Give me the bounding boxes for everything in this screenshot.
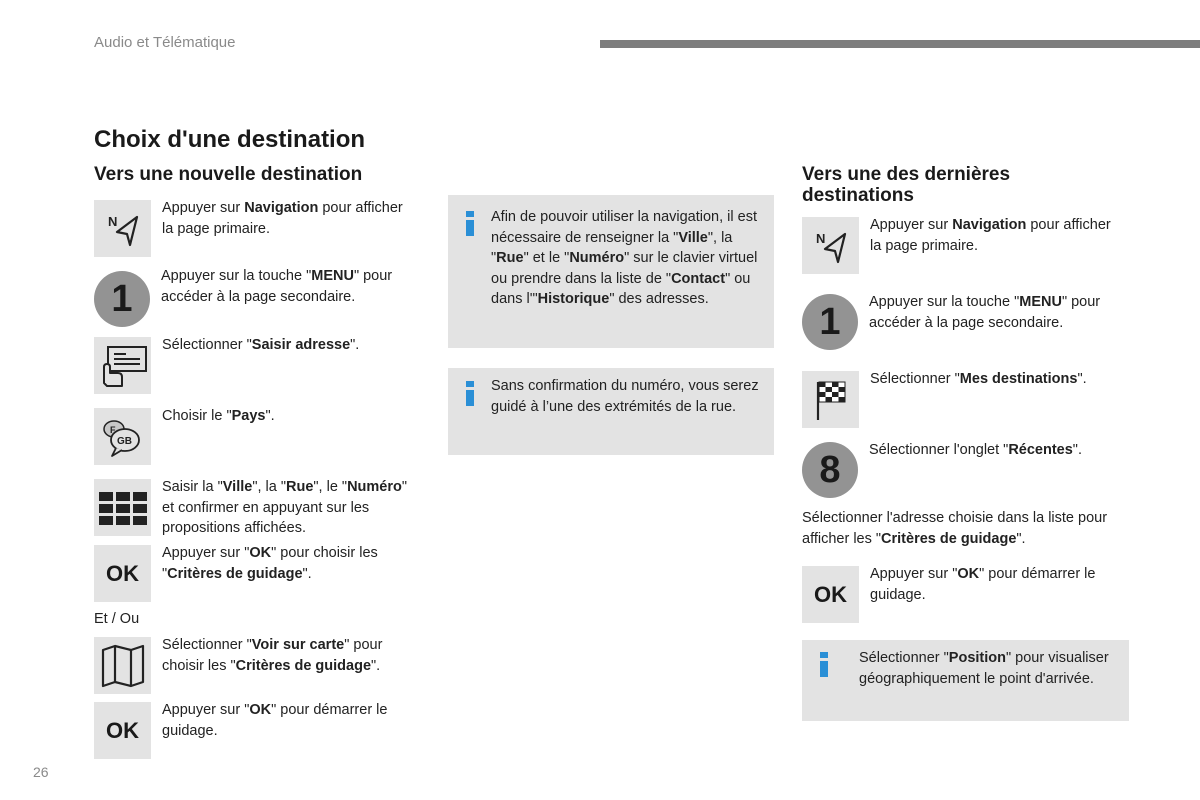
map-icon [94,637,151,694]
step-text: Appuyer sur "OK" pour choisir les "Critères de guidage". [162,545,378,582]
ok-icon [802,566,859,623]
info-box-3 [802,640,1129,721]
or-text: Et / Ou [94,611,140,627]
info-text: Sans confirmation du numéro, vous serez guidé à l’une des extrémités de la rue. [491,378,759,415]
ok-icon [94,545,151,602]
info-text: Sélectionner "Position" pour visualiser géographiquement le point d'arrivée. [859,650,1109,687]
right-step-2 [802,294,1121,350]
step-text: Appuyer sur "OK" pour démarrer le guidage. [870,566,1096,603]
ok-icon [94,702,151,759]
info-icon [466,211,474,236]
number-circle: 1 [802,294,858,350]
keyboard-icon [94,479,151,536]
select-address-text: Sélectionner l'adresse choisie dans la liste pour afficher les "Critères de guidage". [802,510,1108,547]
svg-text:N: N [815,230,825,246]
info-icon [466,381,474,406]
left-step-7 [94,637,414,694]
left-section-heading: Vers une nouvelle destination [94,164,363,185]
ok-label: OK [106,560,139,586]
left-step-5 [94,479,414,539]
header-bar [600,40,1200,48]
step-text: Appuyer sur la touche "MENU" pour accéder à la page secondaire. [161,268,393,305]
info-box-2 [448,368,774,455]
info-box-1 [448,195,774,348]
left-step-4 [94,408,414,465]
right-step-4 [802,442,1121,498]
page-number: 26 [33,764,49,780]
step-text: Sélectionner "Voir sur carte" pour choisir les "Critères de guidage". [162,637,383,674]
country-code-top: F [109,424,115,435]
step-text: Sélectionner "Saisir adresse". [162,337,360,353]
ok-label: OK [106,717,139,743]
left-step-1 [94,200,414,257]
info-icon [820,652,828,677]
right-step-3 [802,371,1122,428]
right-step-1 [802,217,1122,274]
country-icon [94,408,151,465]
running-header: Audio et Télématique [94,34,236,51]
step-text: Sélectionner l'onglet "Récentes". [869,442,1082,458]
svg-text:N: N [107,213,117,229]
address-entry-icon [94,337,151,394]
step-text: Appuyer sur la touche "MENU" pour accéder à la page secondaire. [869,294,1101,331]
left-step-2 [94,268,413,327]
step-text: Saisir la "Ville", la "Rue", le "Numéro" et confirmer en appuyant sur les propositions affichées. [162,479,408,536]
step-text: Sélectionner "Mes destinations". [870,371,1087,387]
step-text: Choisir le "Pays". [162,408,275,424]
left-step-6 [94,545,414,602]
number-circle: 1 [94,271,150,327]
ok-label: OK [814,581,847,607]
step-text: Appuyer sur Navigation pour afficher la page primaire. [162,200,403,237]
navigation-icon [802,217,859,274]
step-text: Appuyer sur "OK" pour démarrer le guidage. [162,702,388,739]
navigation-icon [94,200,151,257]
info-text: Afin de pouvoir utiliser la navigation, il est nécessaire de renseigner la "Ville", la "Rue" et le "Numéro" sur le clavier virtuel ou prendre dans la liste de "Contact" ou dans l'"Historique" des adresses. [491,209,758,307]
number-circle: 8 [802,442,858,498]
left-step-3 [94,337,414,394]
country-code-bottom: GB [116,435,132,447]
right-section-heading: Vers une des dernières destinations [802,164,1011,206]
left-step-8 [94,702,414,759]
right-step-5 [802,566,1122,623]
page-title: Choix d'une destination [94,126,366,153]
checkered-flag-icon [802,371,859,428]
step-text: Appuyer sur Navigation pour afficher la page primaire. [870,217,1111,254]
